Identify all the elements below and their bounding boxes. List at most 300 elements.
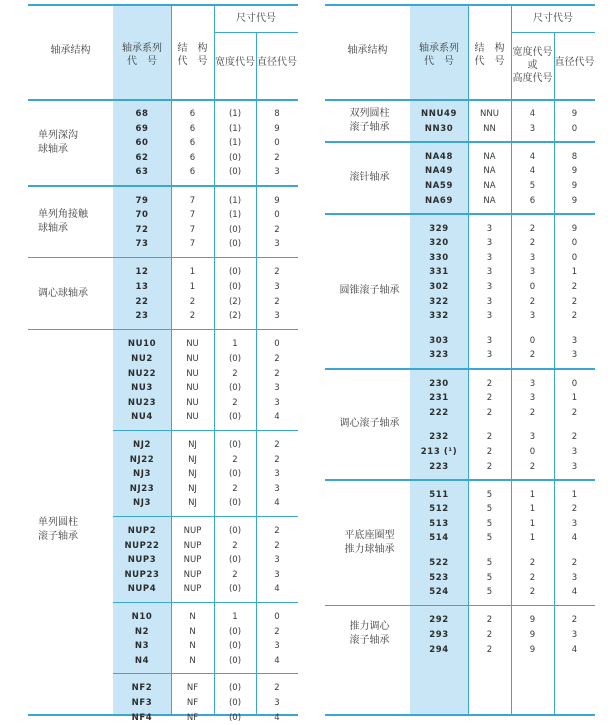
series-code-cell: N3 [134, 641, 150, 652]
width-code-cell: 9 [529, 644, 536, 655]
type-code-cell: 3 [486, 238, 493, 249]
group-rule [325, 141, 595, 143]
table-row [325, 150, 595, 164]
series-code-cell: NU10 [127, 339, 157, 350]
type-code-cell: 2 [486, 644, 493, 655]
series-code-cell: NU4 [131, 412, 153, 423]
table-row [28, 610, 298, 624]
width-code-cell: (0) [228, 439, 242, 450]
series-code-cell: 512 [429, 504, 449, 515]
table-row [28, 410, 298, 424]
series-code-cell: NJ2 [133, 439, 151, 450]
width-code-cell: 4 [529, 166, 536, 177]
table-row [28, 681, 298, 695]
type-code-cell: 3 [486, 350, 493, 361]
header-type-code: 结 构 代 号 [474, 43, 505, 67]
width-code-cell: 1 [232, 611, 238, 622]
type-code-cell: NF [186, 697, 199, 708]
table-row [325, 488, 595, 502]
series-code-cell: 294 [429, 644, 449, 655]
diameter-code-cell: 4 [274, 498, 280, 509]
bearing-structure-label: 双列圆柱 滚子轴承 [349, 107, 390, 133]
width-code-cell: (0) [228, 469, 242, 480]
group-rule [325, 605, 595, 607]
diameter-code-cell: 3 [571, 461, 578, 472]
width-code-cell: (1) [228, 138, 242, 149]
type-code-cell: NA [483, 195, 496, 206]
width-code-cell: 6 [529, 195, 536, 206]
diameter-code-cell: 2 [571, 311, 578, 322]
bearing-structure-label: 圆锥滚子轴承 [339, 285, 400, 297]
series-code-cell: NNU49 [421, 109, 457, 119]
diameter-code-cell: 3 [571, 518, 578, 529]
series-code-cell: 514 [429, 533, 449, 544]
width-code-cell: (0) [228, 584, 242, 595]
series-code-cell: 60 [135, 138, 149, 149]
series-code-cell: 302 [429, 282, 449, 292]
width-code-cell: 3 [529, 267, 536, 278]
type-code-cell: NJ [188, 483, 197, 494]
width-code-cell: 2 [529, 587, 536, 598]
type-code-cell: 6 [189, 138, 196, 149]
width-code-cell: (0) [228, 641, 242, 652]
width-code-cell: 0 [529, 335, 536, 346]
diameter-code-cell: 3 [274, 397, 280, 408]
diameter-code-cell: 9 [571, 180, 578, 191]
series-code-cell: NJ22 [129, 454, 155, 465]
width-code-cell: (0) [228, 152, 242, 163]
diameter-code-cell: 0 [571, 123, 578, 134]
type-code-cell: 7 [189, 195, 196, 206]
series-code-cell: NJ3 [133, 469, 151, 480]
diameter-code-cell: 9 [571, 166, 578, 177]
table-row [325, 460, 595, 474]
width-code-cell: (0) [228, 267, 242, 278]
type-code-cell: 5 [486, 558, 493, 568]
diameter-code-cell: 0 [274, 339, 280, 350]
series-code-cell: NU2 [131, 353, 153, 364]
width-code-cell: 2 [529, 296, 536, 307]
series-code-cell: 293 [429, 629, 449, 640]
type-code-cell: 2 [486, 378, 493, 389]
width-code-cell: 2 [232, 483, 238, 494]
table-row [28, 625, 298, 639]
diameter-code-cell: 2 [571, 558, 578, 568]
table-row [325, 391, 595, 405]
type-code-cell: NA [483, 180, 496, 191]
width-code-cell: 2 [529, 238, 536, 249]
series-code-cell: N2 [134, 626, 150, 637]
type-code-cell: NU [186, 412, 199, 423]
diameter-code-cell: 3 [571, 446, 578, 457]
width-code-cell: 3 [529, 252, 536, 263]
series-code-cell: 303 [429, 335, 449, 346]
series-code-cell: 69 [135, 123, 149, 134]
table-row [28, 654, 298, 668]
type-code-cell: NA [483, 166, 496, 177]
width-code-cell: (0) [228, 683, 242, 694]
diameter-code-cell: 9 [571, 195, 578, 206]
width-code-cell: (2) [228, 296, 242, 307]
header-series-code: 轴承系列 代 号 [122, 43, 162, 67]
series-code-cell: 322 [429, 296, 449, 307]
type-code-cell: NUP [183, 555, 202, 566]
diameter-code-cell: 3 [274, 282, 280, 292]
series-code-cell: 292 [429, 615, 449, 626]
series-code-cell: NU22 [127, 368, 157, 379]
header-width-code: 宽度代号 或 高度代号 [512, 47, 553, 84]
table-row [325, 445, 595, 459]
header-bearing-structure: 轴承结构 [347, 45, 388, 56]
series-code-cell: 70 [135, 210, 149, 221]
bearing-structure-label: 平底座圈型 推力球轴承 [344, 529, 395, 555]
table-row [28, 696, 298, 710]
width-code-cell: 3 [529, 393, 536, 404]
diameter-code-cell: 3 [274, 383, 280, 394]
header-bearing-structure: 轴承结构 [50, 45, 91, 56]
width-code-cell: (0) [228, 167, 242, 178]
group-rule [28, 329, 298, 331]
type-code-cell: NU [186, 353, 199, 364]
diameter-code-cell: 2 [274, 439, 280, 450]
series-code-cell: NF2 [131, 683, 153, 694]
width-code-cell: 2 [232, 397, 238, 408]
table-row [28, 237, 298, 251]
table-row [28, 568, 298, 582]
series-code-cell: 332 [429, 311, 449, 322]
diameter-code-cell: 0 [571, 252, 578, 263]
right-bearing-code-table [325, 4, 595, 715]
diameter-code-cell: 1 [571, 267, 578, 278]
subgroup-rule [113, 430, 298, 431]
diameter-code-cell: 9 [274, 123, 280, 134]
diameter-code-cell: 3 [274, 311, 280, 322]
diameter-code-cell: 3 [571, 350, 578, 361]
series-code-cell: 511 [429, 489, 449, 500]
width-code-cell: 1 [529, 489, 536, 500]
width-code-cell: 3 [529, 432, 536, 443]
table-row [28, 165, 298, 179]
type-code-cell: 5 [486, 518, 493, 529]
diameter-code-cell: 3 [571, 572, 578, 583]
series-code-cell: 68 [135, 109, 149, 119]
table-row [28, 582, 298, 596]
type-code-cell: 2 [189, 311, 196, 322]
width-code-cell: (0) [228, 655, 242, 666]
width-code-cell: 2 [232, 368, 238, 379]
diameter-code-cell: 2 [274, 683, 280, 694]
type-code-cell: 6 [189, 123, 196, 134]
series-code-cell: NUP22 [124, 540, 160, 551]
table-row [28, 367, 298, 381]
subgroup-rule [113, 602, 298, 603]
width-code-cell: 5 [529, 180, 536, 191]
type-code-cell: 5 [486, 533, 493, 544]
diameter-code-cell: 1 [571, 393, 578, 404]
series-code-cell: NA59 [425, 180, 453, 191]
type-code-cell: 2 [486, 393, 493, 404]
table-row [28, 352, 298, 366]
table-row [325, 377, 595, 391]
series-code-cell: 72 [135, 224, 149, 235]
bearing-structure-label: 滚针轴承 [349, 171, 390, 183]
type-code-cell: 2 [486, 446, 493, 457]
width-code-cell: 4 [529, 151, 536, 162]
diameter-code-cell: 0 [571, 238, 578, 249]
group-rule [28, 257, 298, 259]
series-code-cell: 232 [429, 432, 449, 443]
type-code-cell: 3 [486, 311, 493, 322]
diameter-code-cell: 9 [274, 195, 280, 206]
type-code-cell: 3 [486, 282, 493, 292]
diameter-code-cell: 2 [274, 454, 280, 465]
bearing-structure-label: 调心滚子轴承 [339, 418, 400, 430]
width-code-cell: (0) [228, 697, 242, 708]
width-code-cell: (0) [228, 498, 242, 509]
series-code-cell: 230 [429, 378, 449, 389]
type-code-cell: 2 [189, 296, 196, 307]
diameter-code-cell: 2 [571, 432, 578, 443]
series-code-cell: 222 [429, 407, 449, 418]
series-code-cell: 62 [135, 152, 149, 163]
table-row [325, 265, 595, 279]
width-code-cell: 9 [529, 629, 536, 640]
diameter-code-cell: 3 [274, 569, 280, 580]
diameter-code-cell: 2 [274, 525, 280, 536]
width-code-cell: (1) [228, 109, 242, 119]
diameter-code-cell: 3 [571, 335, 578, 346]
table-row [325, 194, 595, 208]
series-code-cell: 63 [135, 167, 149, 178]
type-code-cell: 7 [189, 210, 196, 221]
series-code-cell: NJ23 [129, 483, 155, 494]
type-code-cell: 2 [486, 615, 493, 626]
table-row [325, 251, 595, 265]
diameter-code-cell: 0 [274, 210, 280, 221]
width-code-cell: 2 [232, 454, 238, 465]
type-code-cell: 3 [486, 267, 493, 278]
width-code-cell: (0) [228, 239, 242, 250]
diameter-code-cell: 2 [274, 540, 280, 551]
diameter-code-cell: 3 [274, 641, 280, 652]
type-code-cell: NU [186, 368, 199, 379]
width-code-cell: (0) [228, 224, 242, 235]
type-code-cell: 1 [189, 282, 196, 292]
type-code-cell: 3 [486, 296, 493, 307]
diameter-code-cell: 8 [274, 109, 280, 119]
width-code-cell: 2 [529, 558, 536, 568]
diameter-code-cell: 2 [274, 296, 280, 307]
table-row [28, 265, 298, 279]
diameter-code-cell: 2 [571, 615, 578, 626]
type-code-cell: N [189, 655, 196, 666]
series-code-cell: NN30 [424, 123, 454, 134]
series-code-cell: NJ3 [133, 498, 151, 509]
diameter-code-cell: 3 [274, 167, 280, 178]
series-code-cell: 330 [429, 252, 449, 263]
diameter-code-cell: 4 [274, 412, 280, 423]
table-row [28, 438, 298, 452]
series-code-cell: 524 [429, 587, 449, 598]
type-code-cell: NN [483, 123, 496, 134]
width-code-cell: 3 [529, 123, 536, 134]
type-code-cell: NUP [183, 569, 202, 580]
type-code-cell: NJ [188, 469, 197, 480]
diameter-code-cell: 0 [571, 378, 578, 389]
width-code-cell: 4 [529, 109, 536, 119]
width-code-cell: 9 [529, 615, 536, 626]
header-dimension-code: 尺寸代号 [236, 13, 276, 24]
table-row [28, 453, 298, 467]
table-row [325, 571, 595, 585]
type-code-cell: NU [186, 383, 199, 394]
series-code-cell: 23 [135, 311, 149, 322]
width-code-cell: 3 [529, 311, 536, 322]
width-code-cell: 2 [529, 223, 536, 234]
type-code-cell: NU [186, 339, 199, 350]
diameter-code-cell: 0 [274, 138, 280, 149]
header-width-code: 宽度代号 [215, 57, 255, 68]
series-code-cell: NF4 [131, 712, 153, 723]
width-code-cell: 2 [529, 350, 536, 361]
type-code-cell: NUP [183, 584, 202, 595]
diameter-code-cell: 4 [571, 533, 578, 544]
table-row [325, 348, 595, 362]
table-row [325, 430, 595, 444]
table-row [325, 502, 595, 516]
diameter-code-cell: 2 [274, 152, 280, 163]
table-row [28, 553, 298, 567]
width-code-cell: 1 [232, 339, 238, 350]
dimension-header-rule [511, 32, 595, 33]
series-code-cell: 79 [135, 195, 149, 206]
header-bottom-rule [28, 99, 298, 101]
width-code-cell: 0 [529, 282, 536, 292]
series-code-cell: 522 [429, 558, 449, 568]
table-row [28, 309, 298, 323]
series-code-cell: NUP23 [124, 569, 160, 580]
table-row [28, 496, 298, 510]
diameter-code-cell: 4 [274, 584, 280, 595]
series-code-cell: N10 [131, 611, 153, 622]
diameter-code-cell: 2 [274, 626, 280, 637]
series-code-cell: 22 [135, 296, 149, 307]
series-code-cell: 13 [135, 282, 149, 292]
table-row [28, 396, 298, 410]
type-code-cell: 7 [189, 224, 196, 235]
table-row [28, 194, 298, 208]
type-code-cell: 5 [486, 572, 493, 583]
diameter-code-cell: 2 [571, 407, 578, 418]
type-code-cell: NJ [188, 439, 197, 450]
diameter-code-cell: 9 [571, 109, 578, 119]
width-code-cell: (0) [228, 282, 242, 292]
type-code-cell: 3 [486, 223, 493, 234]
type-code-cell: 6 [189, 167, 196, 178]
type-code-cell: 2 [486, 407, 493, 418]
header-diameter-code: 直径代号 [554, 57, 595, 68]
series-code-cell: 513 [429, 518, 449, 529]
type-code-cell: NUP [183, 525, 202, 536]
type-code-cell: 5 [486, 504, 493, 515]
diameter-code-cell: 1 [571, 489, 578, 500]
series-code-cell: 320 [429, 238, 449, 249]
type-code-cell: NNU [480, 109, 499, 119]
type-code-cell: NJ [188, 454, 197, 465]
series-code-cell: NUP4 [127, 584, 157, 595]
type-code-cell: 6 [189, 109, 196, 119]
series-code-cell: NA69 [425, 195, 453, 206]
width-code-cell: 1 [529, 504, 536, 515]
group-rule [28, 185, 298, 187]
width-code-cell: (1) [228, 123, 242, 134]
table-row [28, 337, 298, 351]
width-code-cell: (0) [228, 412, 242, 423]
series-code-cell: 12 [135, 267, 149, 278]
width-code-cell: 2 [232, 569, 238, 580]
type-code-cell: 1 [189, 267, 196, 278]
series-code-cell: 523 [429, 572, 449, 583]
table-row [28, 107, 298, 121]
diameter-code-cell: 3 [274, 469, 280, 480]
table-row [325, 556, 595, 570]
header-dimension-code: 尺寸代号 [533, 13, 573, 24]
type-code-cell: NF [186, 683, 199, 694]
type-code-cell: NU [186, 397, 199, 408]
width-code-cell: (0) [228, 712, 242, 723]
width-code-cell: (0) [228, 555, 242, 566]
type-code-cell: 3 [486, 335, 493, 346]
series-code-cell: 213 (¹) [420, 446, 458, 457]
header-type-code: 结 构 代 号 [177, 43, 208, 67]
diameter-code-cell: 2 [274, 267, 280, 278]
diameter-code-cell: 3 [274, 239, 280, 250]
series-code-cell: 329 [429, 223, 449, 234]
series-code-cell: NA49 [425, 166, 453, 177]
type-code-cell: NA [483, 151, 496, 162]
width-code-cell: (2) [228, 311, 242, 322]
type-code-cell: NJ [188, 498, 197, 509]
width-code-cell: 2 [232, 540, 238, 551]
diameter-code-cell: 2 [274, 353, 280, 364]
type-code-cell: N [189, 626, 196, 637]
series-code-cell: 223 [429, 461, 449, 472]
diameter-code-cell: 2 [571, 282, 578, 292]
diameter-code-cell: 3 [274, 697, 280, 708]
type-code-cell: 5 [486, 489, 493, 500]
table-row [325, 334, 595, 348]
width-code-cell: 2 [529, 461, 536, 472]
type-code-cell: 2 [486, 461, 493, 472]
bearing-structure-label: 单列深沟 球轴承 [38, 129, 78, 155]
type-code-cell: 2 [486, 629, 493, 640]
width-code-cell: 3 [529, 378, 536, 389]
group-rule [325, 368, 595, 370]
group-rule [325, 213, 595, 215]
diameter-code-cell: 2 [274, 224, 280, 235]
series-code-cell: NA48 [425, 151, 453, 162]
type-code-cell: N [189, 641, 196, 652]
table-row [325, 222, 595, 236]
subgroup-rule [113, 516, 298, 517]
type-code-cell: 6 [189, 152, 196, 163]
table-row [325, 236, 595, 250]
bearing-structure-label: 调心球轴承 [38, 287, 88, 299]
diameter-code-cell: 4 [571, 644, 578, 655]
diameter-code-cell: 9 [571, 223, 578, 234]
diameter-code-cell: 4 [571, 587, 578, 598]
diameter-code-cell: 3 [274, 555, 280, 566]
